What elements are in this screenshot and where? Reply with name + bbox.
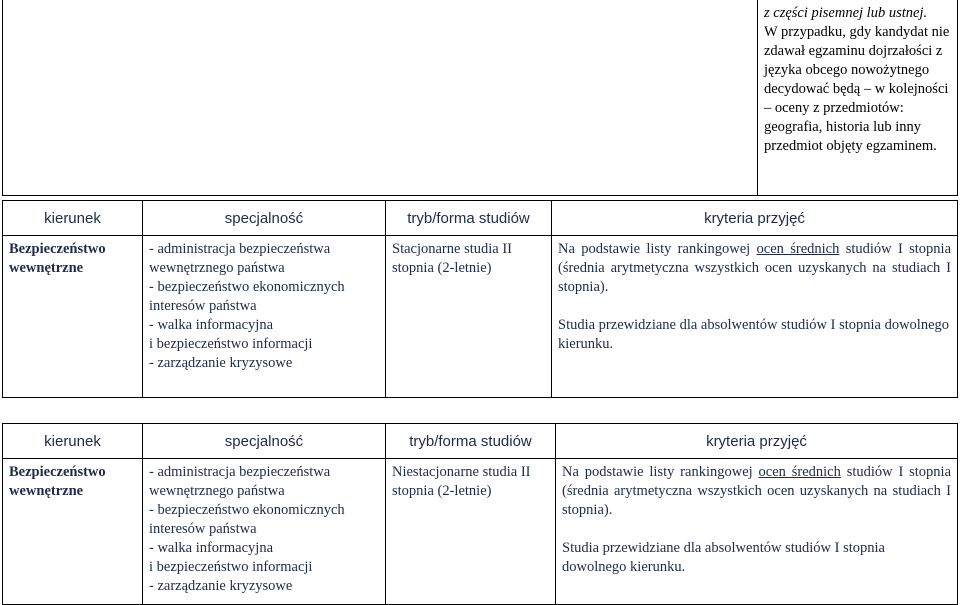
kierunek-cell: Bezpieczeństwo wewnętrzne: [3, 236, 143, 398]
kryteria-text: Na podstawie listy rankingowej: [562, 464, 759, 480]
kryteria-underlined-text: ocen średnich: [758, 464, 841, 480]
specjalnosc-line: i bezpieczeństwo informacji: [149, 559, 313, 575]
table-header-row: [3, 424, 958, 459]
specjalnosc-line: - zarządzanie kryzysowe: [149, 578, 293, 594]
kryteria-paragraph-1: [558, 240, 951, 297]
specjalnosc-cell: [143, 236, 386, 398]
specjalnosc-line: - walka informacyjna: [149, 317, 274, 333]
kryteria-cell: [552, 236, 958, 398]
kryteria-cell: [556, 459, 958, 605]
top-right-cell: [757, 0, 958, 196]
tryb-cell: Niestacjonarne studia II stopnia (2-letnie): [386, 459, 556, 605]
specjalnosc-line: - administracja bezpieczeństwa: [149, 464, 331, 480]
specjalnosc-line: - bezpieczeństwo ekonomicznych: [149, 502, 345, 518]
specjalnosc-line: - walka informacyjna: [149, 540, 274, 556]
table-row: [3, 236, 958, 398]
kierunek-cell: Bezpieczeństwo wewnętrzne: [3, 459, 143, 605]
kryteria-paragraph-2: Studia przewidziane dla absolwentów studiów I stopnia dowolnego kierunku.: [558, 317, 950, 352]
admissions-table-stacjonarne: [2, 200, 958, 398]
top-table-fragment: [2, 0, 957, 196]
kryteria-text: Na podstawie listy rankingowej: [558, 241, 757, 257]
kryteria-paragraph-1: [562, 463, 951, 520]
header-kryteria: kryteria przyjęć: [552, 201, 958, 236]
top-italic-line: z części pisemnej lub ustnej.: [764, 5, 928, 21]
specjalnosc-line: interesów państwa: [149, 521, 257, 537]
header-tryb: tryb/forma studiów: [386, 201, 552, 236]
header-kryteria: kryteria przyjęć: [556, 424, 958, 459]
table-row: [3, 459, 958, 605]
admissions-table-niestacjonarne: [2, 423, 958, 605]
kryteria-paragraph-2: Studia przewidziane dla absolwentów studiów I stopnia dowolnego kierunku.: [562, 540, 885, 575]
top-cell-text: [764, 4, 954, 156]
specjalnosc-line: - zarządzanie kryzysowe: [149, 355, 293, 371]
specjalnosc-line: - administracja bezpieczeństwa: [149, 241, 331, 257]
header-kierunek: kierunek: [3, 201, 143, 236]
top-left-cell: [2, 0, 758, 196]
table-header-row: [3, 201, 958, 236]
header-specjalnosc: specjalność: [143, 201, 386, 236]
header-tryb: tryb/forma studiów: [386, 424, 556, 459]
specjalnosc-line: - bezpieczeństwo ekonomicznych: [149, 279, 345, 295]
top-paragraph: W przypadku, gdy kandydat nie zdawał egzaminu dojrzałości z języka obcego nowożytnego decydować będą – w kolejności – oceny z przedmiotów: geografia, historia lub inny przedmiot objęty egzaminem.: [764, 24, 950, 154]
specjalnosc-line: i bezpieczeństwo informacji: [149, 336, 313, 352]
specjalnosc-line: wewnętrznego państwa: [149, 260, 285, 276]
header-specjalnosc: specjalność: [143, 424, 386, 459]
kryteria-underlined-text: ocen średnich: [756, 241, 840, 257]
specjalnosc-line: interesów państwa: [149, 298, 257, 314]
specjalnosc-cell: [143, 459, 386, 605]
kryteria-text: studiów I stopnia (średnia arytmetyczna wszystkich ocen uzyskanych na studiach I stopnia).: [558, 241, 952, 295]
kryteria-text: studiów I stopnia (średnia arytmetyczna wszystkich ocen uzyskanych na studiach I stopnia).: [562, 464, 952, 518]
header-kierunek: kierunek: [3, 424, 143, 459]
specjalnosc-line: wewnętrznego państwa: [149, 483, 285, 499]
tryb-cell: Stacjonarne studia II stopnia (2-letnie): [386, 236, 552, 398]
